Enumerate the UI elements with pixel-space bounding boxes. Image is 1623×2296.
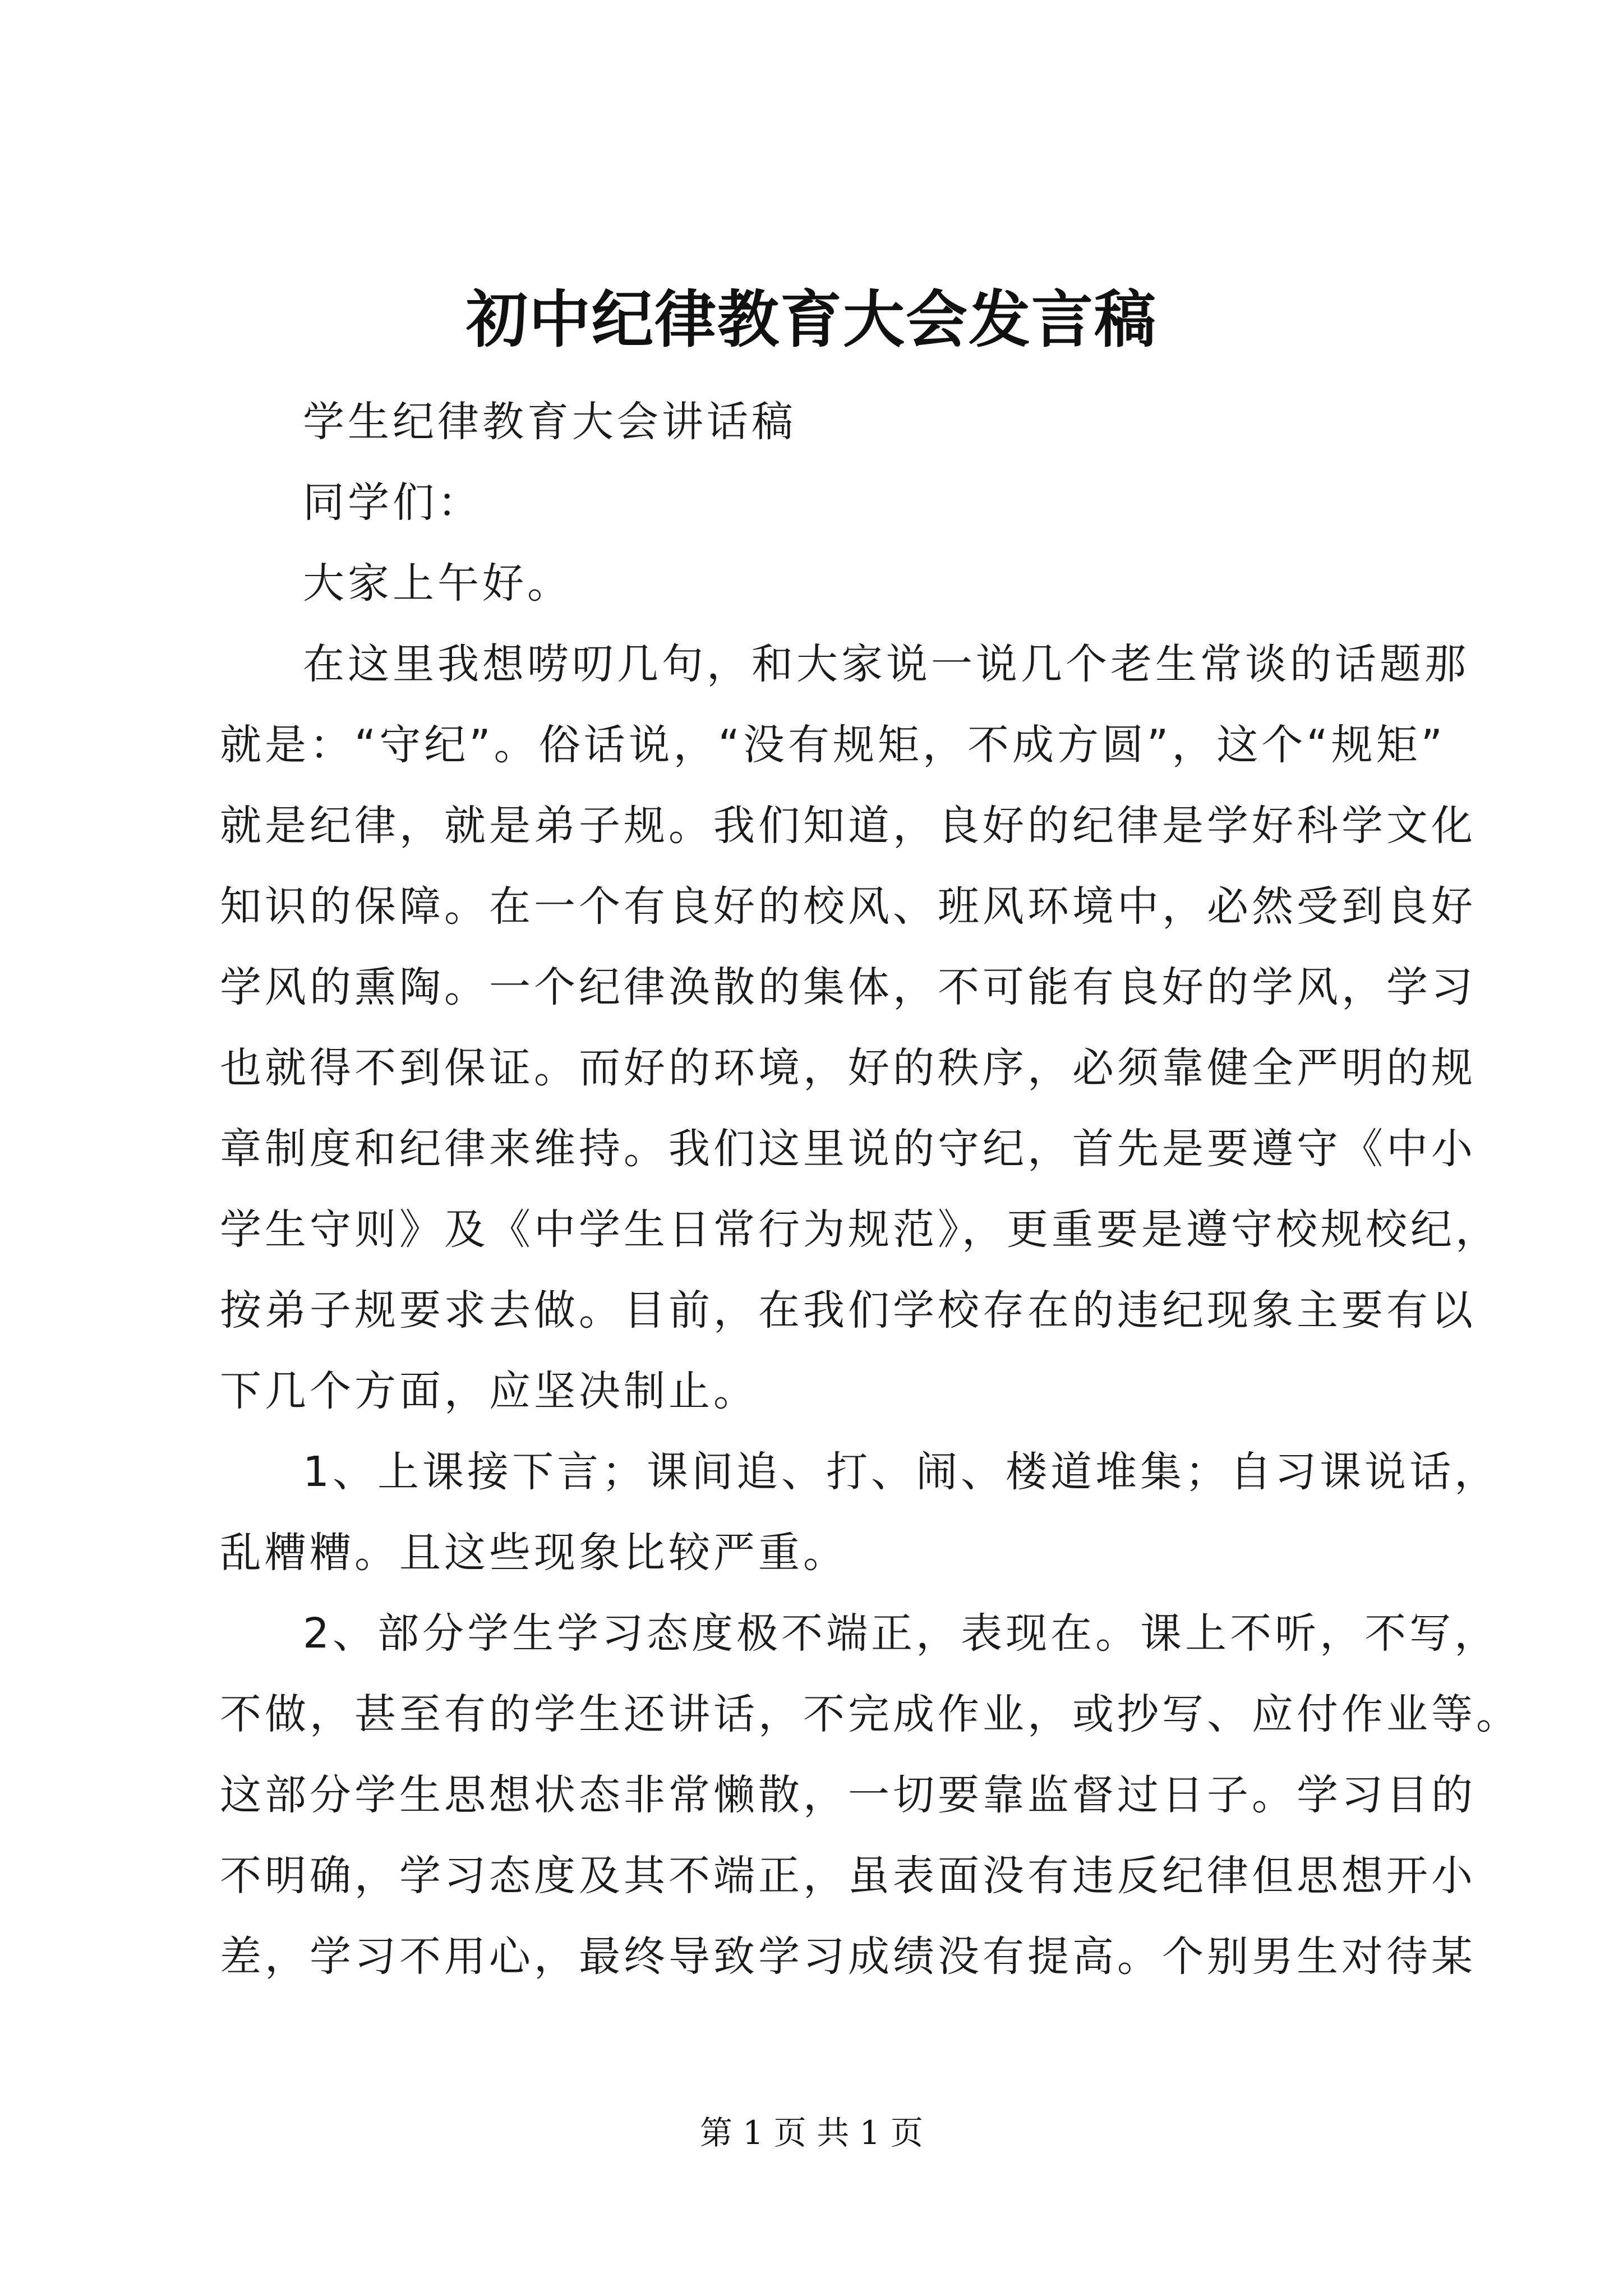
list-item-line: 这部分学生思想状态非常懒散，一切要靠监督过日子。学习目的 — [220, 1771, 1476, 1819]
paragraph-line: 下几个方面，应坚决制止。 — [220, 1367, 758, 1415]
list-item-line: 差，学习不用心，最终导致学习成绩没有提高。个别男生对待某 — [220, 1932, 1476, 1981]
document-body — [220, 381, 1521, 1997]
paragraph-line: 就是纪律，就是弟子规。我们知道，良好的纪律是学好科学文化 — [220, 802, 1476, 850]
paragraph-line: 就是：“守纪”。俗话说，“没有规矩，不成方圆”，这个“规矩” — [220, 721, 1446, 769]
list-item-line: 不做，甚至有的学生还讲话，不完成作业，或抄写、应付作业等。 — [220, 1690, 1521, 1738]
paragraph-line: 学生守则》及《中学生日常行为规范》，更重要是遵守校规校纪， — [220, 1205, 1500, 1254]
document-title: 初中纪律教育大会发言稿 — [466, 283, 1157, 356]
paragraph-line: 按弟子规要求去做。目前，在我们学校存在的违纪现象主要有以 — [220, 1286, 1476, 1335]
paragraph-line: 在这里我想唠叨几句，和大家说一说几个老生常谈的话题那 — [303, 640, 1469, 688]
list-item-line: 2、部分学生学习态度极不端正，表现在。课上不听，不写， — [303, 1609, 1500, 1658]
paragraph-line: 学风的熏陶。一个纪律涣散的集体，不可能有良好的学风，学习 — [220, 963, 1476, 1011]
paragraph-line: 也就得不到保证。而好的环境，好的秩序，必须靠健全严明的规 — [220, 1044, 1476, 1092]
greeting-line: 大家上午好。 — [303, 559, 572, 608]
list-item-line: 不明确，学习态度及其不端正，虽表面没有违反纪律但思想开小 — [220, 1852, 1476, 1900]
subtitle-line: 学生纪律教育大会讲话稿 — [303, 398, 796, 446]
salutation-line: 同学们： — [303, 478, 482, 527]
page-footer: 第 1 页 共 1 页 — [700, 2114, 923, 2152]
list-item-line: 1、上课接下言；课间追、打、闹、楼道堆集；自习课说话， — [303, 1448, 1500, 1496]
list-item-line: 乱糟糟。且这些现象比较严重。 — [220, 1529, 848, 1577]
paragraph-line: 章制度和纪律来维持。我们这里说的守纪，首先是要遵守《中小 — [220, 1125, 1476, 1173]
paragraph-line: 知识的保障。在一个有良好的校风、班风环境中，必然受到良好 — [220, 882, 1476, 931]
